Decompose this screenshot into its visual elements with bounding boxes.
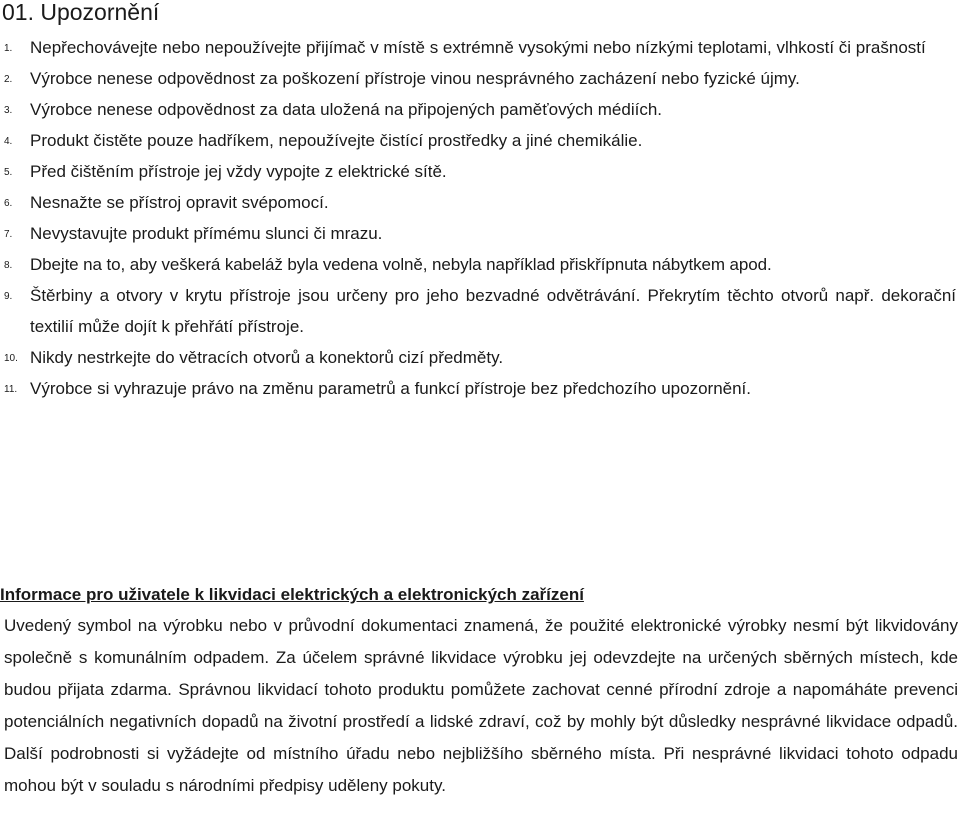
warning-number: 11. [4,384,18,395]
warning-number: 2. [4,74,13,85]
warning-text: Výrobce nenese odpovědnost za poškození přístroje vinou nesprávného zacházení nebo fyzické újmy. [30,69,800,88]
warning-number: 10. [4,353,18,364]
warning-item-10 [0,342,960,373]
warning-item-4 [0,125,960,156]
warning-text: Nevystavujte produkt přímému slunci či mrazu. [30,224,383,243]
warning-text: Dbejte na to, aby veškerá kabeláž byla vedena volně, nebyla například přiskřípnuta nábytkem apod. [30,255,772,274]
warning-item-5 [0,156,960,187]
disposal-title: Informace pro uživatele k likvidaci elektrických a elektronických zařízení [0,585,584,604]
warning-item-7 [0,218,960,249]
warning-text: Štěrbiny a otvory v krytu přístroje jsou určeny pro jeho bezvadné odvětrávání. Překrytím těchto otvorů např. dekorační textilií může dojít k přehřátí přístroje. [30,286,956,336]
warning-text: Produkt čistěte pouze hadříkem, nepoužívejte čistící prostředky a jiné chemikálie. [30,131,643,150]
warning-item-2 [0,63,960,94]
warning-item-9 [0,280,960,342]
warning-number: 9. [4,291,13,302]
disposal-body: Uvedený symbol na výrobku nebo v průvodní dokumentaci znamená, že použité elektronické výrobky nesmí být likvidovány společně s komunálním odpadem. Za účelem správné likvidace výrobku jej odevzdejte na určených sběrných místech, kde budou přijata zdarma. Správnou likvidací tohoto produktu pomůžete zachovat cenné přírodní zdroje a napomáháte prevenci potenciálních negativních dopadů na životní prostředí a lidské zdraví, což by mohly být důsledky nesprávné likvidace odpadů. Další podrobnosti si vyžádejte od místního úřadu nebo nejbližšího sběrného místa. Při nesprávné likvidaci tohoto odpadu mohou být v souladu s národními předpisy uděleny pokuty. [4,616,958,795]
warning-number: 8. [4,260,13,271]
warning-item-3 [0,94,960,125]
page-title: 01. Upozornění [2,0,160,25]
warning-text: Výrobce si vyhrazuje právo na změnu parametrů a funkcí přístroje bez předchozího upozornění. [30,379,751,398]
warning-text: Před čištěním přístroje jej vždy vypojte z elektrické sítě. [30,162,447,181]
warning-number: 4. [4,136,13,147]
warning-item-11 [0,373,960,404]
warning-text: Nepřechovávejte nebo nepoužívejte přijímač v místě s extrémně vysokými nebo nízkými teplotami, vlhkostí či prašností [30,38,926,57]
warning-number: 3. [4,105,13,116]
disposal-section [0,580,958,802]
warning-text: Nikdy nestrkejte do větracích otvorů a konektorů cizí předměty. [30,348,504,367]
warning-number: 7. [4,229,13,240]
warning-number: 6. [4,198,13,209]
warning-number: 5. [4,167,13,178]
warning-item-8 [0,249,960,280]
warning-text: Výrobce nenese odpovědnost za data uložená na připojených paměťových médiích. [30,100,663,119]
warning-item-1 [0,32,960,63]
warning-list [0,32,960,404]
warning-text: Nesnažte se přístroj opravit svépomocí. [30,193,329,212]
warning-item-6 [0,187,960,218]
warning-number: 1. [4,43,13,54]
